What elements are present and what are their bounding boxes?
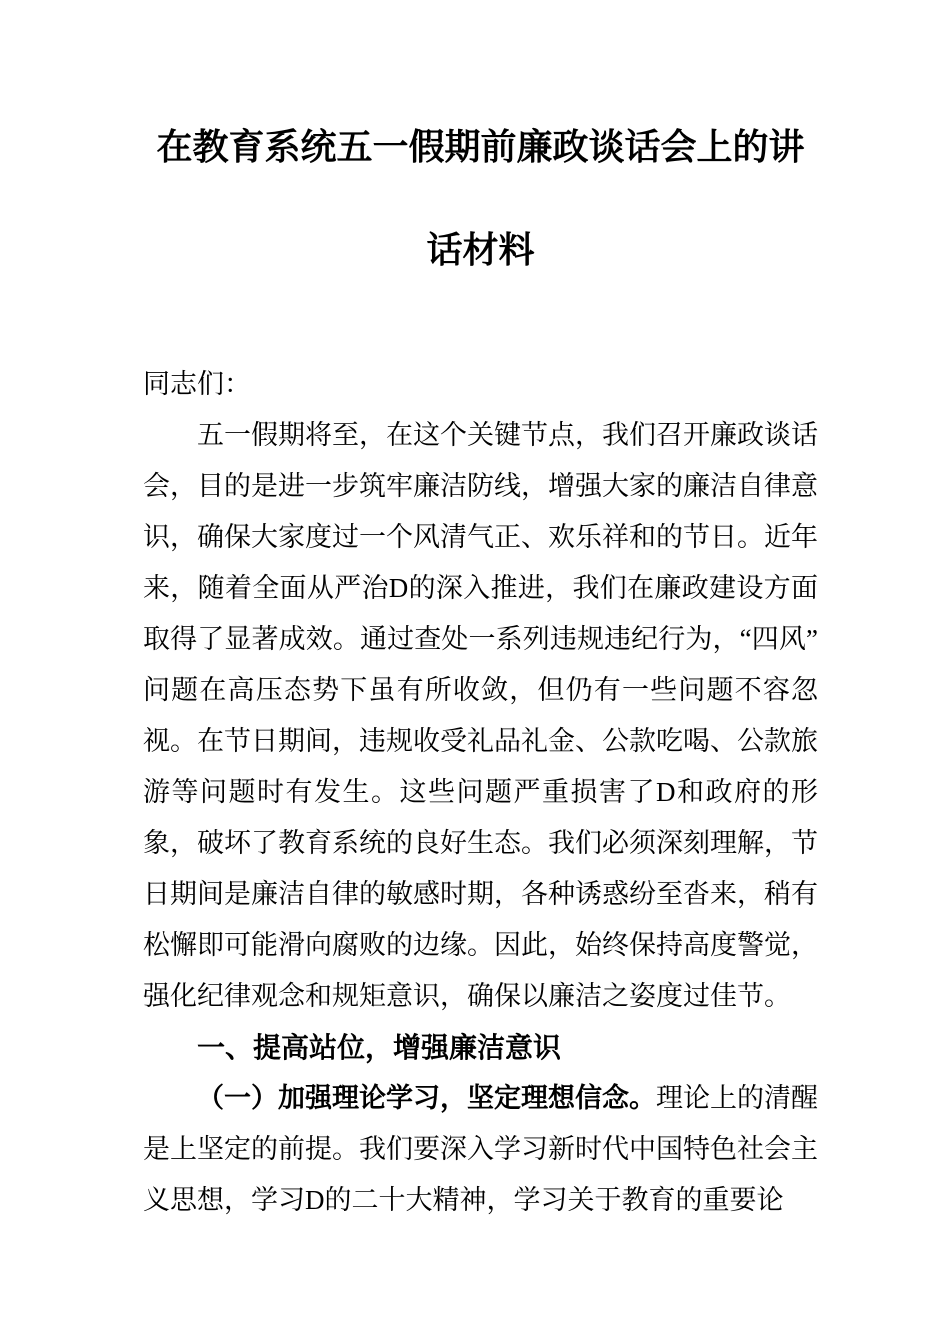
section-1-item-1-text: 理论上的清醒是上坚定的前提。我们要深入学习新时代中国特色社会主义思想，学习D的二十大精神，学习关于教育的重要论 xyxy=(143,1083,818,1215)
section-1-item-1-lead: （一）加强理论学习，坚定理想信念。 xyxy=(197,1083,656,1113)
document-title-line-1: 在教育系统五一假期前廉政谈话会上的讲 xyxy=(156,127,805,167)
intro-paragraph: 五一假期将至，在这个关键节点，我们召开廉政谈话会，目的是进一步筑牢廉洁防线，增强大家的廉洁自律意识，确保大家度过一个风清气正、欢乐祥和的节日。近年来，随着全面从严治D的深入推进，我们在廉政建设方面取得了显著成效。通过查处一系列违规违纪行为，“四风”问题在高压态势下虽有所收敛，但仍有一些问题不容忽视。在节日期间，违规收受礼品礼金、公款吃喝、公款旅游等问题时有发生。这些问题严重损害了D和政府的形象，破坏了教育系统的良好生态。我们必须深刻理解，节日期间是廉洁自律的敏感时期，各种诱惑纷至沓来，稍有松懈即可能滑向腐败的边缘。因此，始终保持高度警觉，强化纪律观念和规矩意识，确保以廉洁之姿度过佳节。 xyxy=(143,420,818,1011)
document-title xyxy=(143,96,818,302)
salutation: 同志们： xyxy=(143,369,251,399)
section-1-heading: 一、提高站位，增强廉洁意识 xyxy=(197,1032,562,1063)
section-1-item-1-paragraph xyxy=(143,1073,818,1226)
document-title-line-2: 话材料 xyxy=(426,230,535,270)
